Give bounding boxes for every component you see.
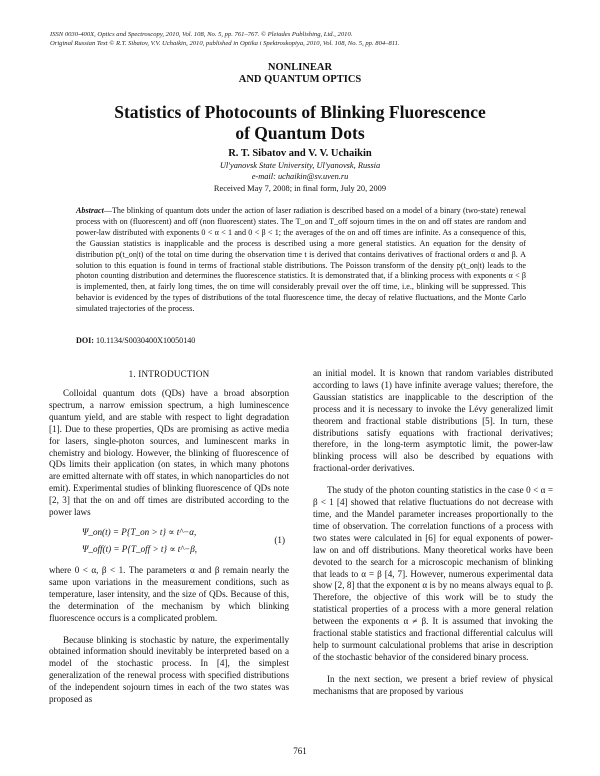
equation-off: Ψ_off(t) = P{T_off > t} ∝ t^−β, [82, 543, 198, 554]
intro-paragraph-1: Colloidal quantum dots (QDs) have a broad absorption spectrum, a narrow emission spectrum, a high luminescence quantum yield, and are stable with respect to light degradation [1]. Due to these properties, QDs are promising as active media for lasers, single-photon sources, and luminescent marks in chemistry and biology. However, the blinking of fluorescence of QDs limits their application (on states, in which many photons are emitted alternate with off states, in which nanoparticles do not emit). Experimental studies of blinking fluorescence of QDs note [2, 3] that the on and off times are distributed according to the power laws [49, 388, 289, 518]
equation-on: Ψ_on(t) = P{T_on > t} ∝ t^−α, [82, 526, 197, 537]
received-dates: Received May 7, 2008; in final form, July 20, 2009 [213, 184, 387, 193]
intro-paragraph-4: an initial model. It is known that random variables distributed according to laws (1) have infinite average values; therefore, the Gaussian statistics are inapplicable to the description of the process and it is necessary to invoke the Lévy generalized limit theorem and fractional stable distributions [5]. In turn, these distributions satisfy equations with fractional derivatives; therefore, in the long-term asymptotic limit, the power-law blinking process will also be described by equations with fractional-order derivatives. [313, 368, 553, 474]
abstract-text: —The blinking of quantum dots under the action of laser radiation is described based on a model of a binary (two-state) renewal process with on (fluorescent) and off (non fluorescent) states. The T_on and T_off sojourn times in the on and off states are random and power-law distributed with exponents 0 < α < 1 and 0 < β < 1; the averages of the on and off times are infinite. As a consequence of this, the Gaussian statistics is inapplicable and the process is described using a more general statistics. An equation for the density of distribution p(t_on|t) of the total on time during the observation time t is derived that contains derivatives of fractional orders α and β. A solution to this equation is found in terms of fractional stable distributions. The Poisson transform of the density p(t_on|t) leads to the photon counting distribution and determines the fluorescence statistics. It is demonstrated that, if a blinking process with exponents α < β is implemented, then, at fairly long times, the on time will considerably prevail over the off time, i.e., blinking will be suppressed. This behavior is evidenced by the types of distributions of the total fluorescence time, the decay of relative fluctuations, and the Monte Carlo simulated trajectories of the process. [76, 206, 526, 314]
page-number: 761 [293, 746, 307, 756]
abstract [76, 206, 526, 315]
title-line2: of Quantum Dots [235, 123, 365, 143]
affiliation-block [0, 160, 600, 182]
header-original: Original Russian Text © R.T. Sibatov, V.V. Uchaikin, 2010, published in Optika i Spektroskopiya, 2010, Vol. 108, No. 5, pp. 804–811. [50, 40, 400, 47]
right-column [313, 368, 553, 698]
equation-1 [49, 525, 289, 559]
doi-label: DOI: [76, 336, 94, 345]
left-column [49, 368, 289, 706]
introduction-heading: 1. INTRODUCTION [128, 369, 210, 379]
doi [76, 335, 526, 346]
intro-paragraph-3: Because blinking is stochastic by nature, the experimentally obtained information should inevitably be interpreted based on a model of the stochastic process. In [4], the simplest generalization of the renewal process with specified distributions of the independent sojourn times in each of the two states was proposed as [49, 634, 289, 705]
journal-header [50, 30, 550, 48]
intro-paragraph-5: The study of the photon counting statistics in the case 0 < α = β < 1 [4] showed that relative fluctuations do not decrease with time, and the Mandel parameter increases proportionally to the time of observation. The correlation functions of a process with two states were calculated in [6] for equal exponents of power-law on and off distributions. Many theoretical works have been devoted to the search for a microscopic mechanism of blinking that leads to α = β [4, 7]. However, numerous experimental data show [2, 8] that the exponent α is by no means always equal to β. Therefore, the objective of this work will be to study the statistical properties of a process with a more general relation between the exponents α ≠ β. It is assumed that invoking the fractional stable statistics and fractional differential calculus will help to surmount calculational problems that arise in description of the stochastic behavior of the considered binary process. [313, 485, 553, 662]
section-heading [0, 62, 600, 86]
section-line1: NONLINEAR [267, 62, 333, 73]
affiliation: Ul'yanovsk State University, Ul'yanovsk, Russia [219, 161, 381, 170]
equation-number: (1) [274, 534, 285, 545]
authors: R. T. Sibatov and V. V. Uchaikin [228, 148, 372, 159]
abstract-label: Abstract [76, 206, 104, 215]
intro-paragraph-2: where 0 < α, β < 1. The parameters α and β remain nearly the same upon variations in the measurement conditions, such as temperature, laser intensity, and the size of QDs. Because of this, the determination of the mechanism by which blinking fluorescence occurs is a complicated problem. [49, 564, 289, 623]
intro-paragraph-6: In the next section, we present a brief review of physical mechanisms that are proposed by various [313, 673, 553, 696]
title-line1: Statistics of Photocounts of Blinking Fluorescence [114, 102, 486, 122]
header-citation: ISSN 0030-400X, Optics and Spectroscopy, 2010, Vol. 108, No. 5, pp. 761–767. © Pleiades Publishing, Ltd., 2010. [50, 31, 353, 38]
section-line2: AND QUANTUM OPTICS [238, 74, 362, 85]
paper-title [0, 102, 600, 144]
doi-value: 10.1134/S0030400X10050140 [96, 336, 196, 345]
email: e-mail: uchaikin@sv.uven.ru [251, 172, 349, 181]
